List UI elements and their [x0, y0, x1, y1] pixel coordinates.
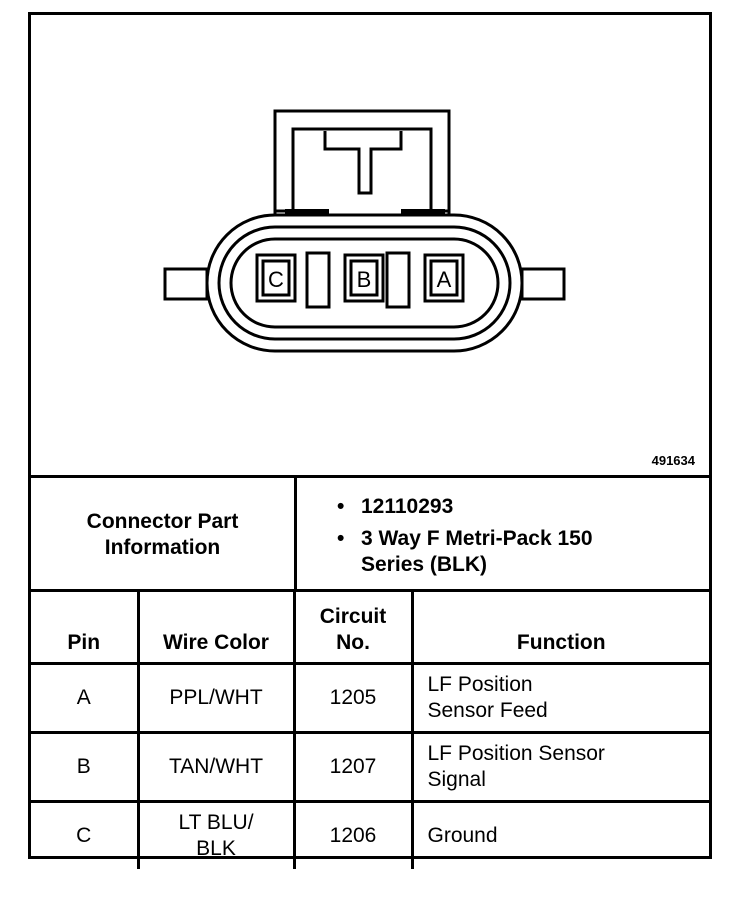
table-header-row — [31, 591, 709, 664]
wire-color-cell: LT BLU/ BLK — [138, 802, 294, 870]
circuit-cell: 1205 — [294, 664, 412, 733]
function-cell: Ground — [427, 824, 498, 847]
lock-tab-inner — [293, 129, 431, 215]
circuit-cell: 1206 — [294, 802, 412, 870]
header-pin: Pin — [31, 591, 138, 664]
part-info-item — [331, 494, 701, 520]
left-ear — [165, 269, 207, 299]
connector-drawing — [31, 15, 709, 475]
wire-color-cell: PPL/WHT — [138, 664, 294, 733]
wire-color-cell: TAN/WHT — [138, 733, 294, 802]
header-function: Function — [412, 591, 709, 664]
lock-tab-outer — [275, 111, 449, 215]
figure-number: 491634 — [651, 453, 695, 468]
lock-tab-latch — [325, 131, 401, 193]
pin-label-a: A — [436, 267, 452, 292]
pin-label-b: B — [356, 267, 372, 292]
part-info-label: Connector Part Information — [31, 478, 297, 592]
table-row — [31, 664, 709, 733]
connector-description: 3 Way F Metri-Pack 150 Series (BLK) — [361, 527, 593, 576]
pin-cell: B — [31, 733, 138, 802]
bullet-icon: • — [337, 495, 345, 518]
part-number: 12110293 — [361, 495, 454, 518]
header-wire-color: Wire Color — [138, 591, 294, 664]
table-row — [31, 802, 709, 870]
function-cell: LF Position Sensor Signal — [412, 733, 709, 802]
connector-sheet — [28, 12, 712, 859]
pin-cell: C — [31, 802, 138, 870]
bullet-icon: • — [337, 527, 345, 550]
pin-label-c: C — [268, 267, 284, 292]
part-info-list — [331, 494, 701, 584]
pin-table — [31, 589, 709, 869]
pin-cell: A — [31, 664, 138, 733]
connector-diagram — [31, 15, 709, 475]
circuit-cell: 1207 — [294, 733, 412, 802]
header-circuit-no: Circuit No. — [294, 591, 412, 664]
connector-part-information — [31, 475, 709, 592]
right-ear — [522, 269, 564, 299]
table-row — [31, 733, 709, 802]
part-info-item — [331, 526, 701, 578]
function-cell: LF Position Sensor Feed — [412, 664, 709, 733]
